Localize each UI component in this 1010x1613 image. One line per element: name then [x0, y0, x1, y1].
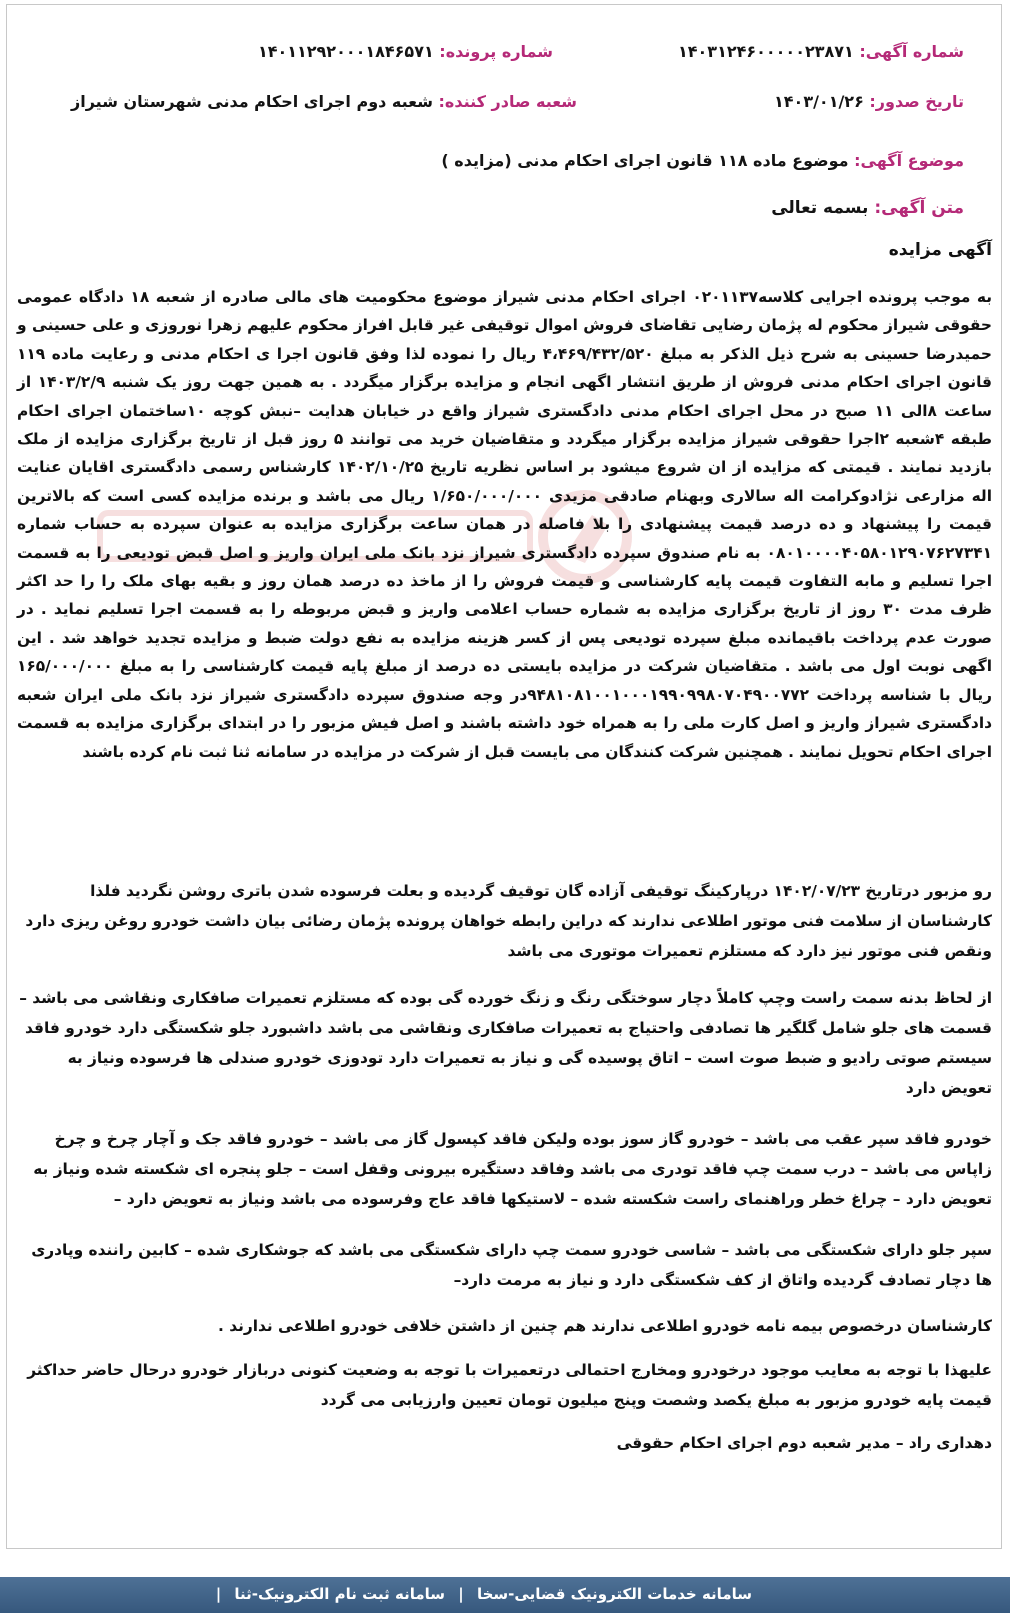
text-intro-row [771, 198, 964, 218]
notice-paragraph-6: کارشناسان درخصوص بیمه نامه خودرو اطلاعی ندارند هم چنین از داشتن خلافی خودرو اطلاعی ندارند . [218, 1317, 992, 1335]
case-number-value: ۱۴۰۱۱۲۹۲۰۰۰۱۸۴۶۵۷۱ [257, 42, 434, 61]
issue-date-label: تاریخ صدور: [869, 92, 964, 111]
issuing-branch-label: شعبه صادر کننده: [438, 92, 577, 111]
issue-date-value: ۱۴۰۳/۰۱/۲۶ [774, 92, 864, 111]
case-number-label: شماره پرونده: [439, 42, 553, 61]
notice-title: آگهی مزایده [888, 240, 992, 260]
notice-signature: دهداری راد – مدیر شعبه دوم اجرای احکام حقوقی [616, 1434, 992, 1452]
subject-row [441, 151, 964, 170]
footer-separator-end: | [215, 1585, 222, 1603]
footer-links [208, 1585, 752, 1603]
subject-value: موضوع ماده ۱۱۸ قانون اجرای احکام مدنی (مزایده ) [441, 151, 849, 170]
text-label: متن آگهی: [874, 198, 964, 218]
notice-paragraph-5: سپر جلو دارای شکستگی می باشد – شاسی خودرو سمت چپ دارای شکستگی می باشد که جوشکاری شده – کابین راننده وپادری ها دچار تصادف گردیده واتاق از کف شکستگی دارد و نیاز به مرمت دارد– [31, 1241, 992, 1289]
issue-date-row [774, 92, 964, 111]
footer-link-sana[interactable]: سامانه ثبت نام الکترونیک-ثنا [234, 1585, 446, 1603]
case-number-row [258, 42, 553, 61]
notice-paragraph-4: خودرو فاقد سپر عقب می باشد – خودرو گاز سوز بوده ولیکن فاقد کپسول گاز می باشد – خودرو فاقد جک و آچار چرخ و چرخ زاپاس می باشد – درب سمت چپ فاقد تودری می باشد وفاقد دستگیره بیرونی وقفل است – جلو پنجره ای شکسته شده ونیاز به تعویض دارد – چراغ خطر وراهنمای راست شکسته شده – لاستیکها فاقد عاج وفرسوده می باشد ونیاز به تعویض دارد – [33, 1130, 992, 1208]
issuing-branch-value: شعبه دوم اجرای احکام مدنی شهرستان شیراز [71, 92, 433, 111]
footer-separator: | [458, 1585, 464, 1603]
issuing-branch-row [71, 92, 577, 111]
notice-number-value: ۱۴۰۳۱۲۴۶۰۰۰۰۰۲۳۸۷۱ [678, 42, 854, 61]
notice-main-paragraph: به موجب پرونده اجرایی کلاسه۰۲۰۱۱۳۷ اجرای احکام مدنی شیراز موضوع محکومیت های مالی صادره از شعبه ۱۸ دادگاه عمومی حقوقی شیراز محکوم له پژمان رضایی تقاضای فروش اموال توقیفی غیر قابل افراز محکوم علیهم زهرا نوروزی و علی حسینی و حمیدرضا حسینی به شرح ذیل الذکر به مبلغ ۴،۴۶۹/۴۳۲/۵۲۰ ریال را نموده لذا وفق قانون اجرا ی احکام مدنی و رعایت ماده ۱۱۹ قانون اجرای احکام مدنی فروش از طریق انتشار اگهی انجام و مزایده برگزار میگردد . به همین جهت روز یک شنبه ۱۴۰۳/۲/۹ از ساعت ۸الی ۱۱ صبح در محل اجرای احکام مدنی دادگستری شیراز واقع در خیابان هدایت –نبش کوچه ۱۰ساختمان اجرای احکام طبقه ۴شعبه ۲اجرا حقوقی شیراز مزایده برگزار میگردد و متقاضیان خرید می توانند ۵ روز قبل از تاریخ برگزاری مزایده از ملک بازدید نمایند . قیمتی که مزایده از ان شروع میشود بر اساس نظریه تاریخ ۱۴۰۲/۱۰/۲۵ کارشناس رسمی دادگستری اقایان عنایت اله مزارعی نژادوکرامت اله سالاری وبهنام صادقی مزیدی ۱/۶۵۰/۰۰۰/۰۰۰ ریال می باشد و برنده مزایده کسی است که بالاترین قیمت را پیشنهاد و ده درصد قیمت پیشنهادی را بلا فاصله در همان ساعت برگزاری مزایده به عنوان سپرده به حساب شماره ۰۸۰۱۰۰۰۰۴۰۵۸۰۱۲۹۰۷۶۲۷۳۴۱ به نام صندوق سپرده دادگستری شیراز نزد بانک ملی ایران واریز و اصل قبض تودیعی را به قسمت اجرا تسلیم و مابه التفاوت قیمت پایه کارشناسی و قیمت فروش را از ماخذ ده درصد همان روز و بقیه بهای ملک را را حد اکثر ظرف مدت ۳۰ روز از تاریخ برگزاری مزایده به شماره حساب اعلامی واریز و قبض مربوطه را به قسمت اجرا تسلیم نماید . در صورت عدم پرداخت باقیمانده مبلغ سپرده تودیعی پس از کسر هزینه مزایده به نفع دولت ضبط و مزایده تجدید خواهد شد . این اگهی نوبت اول می باشد . متقاضیان شرکت در مزایده بایستی ده درصد از مبلغ پایه قیمت کارشناسی را به مبلغ ۱۶۵/۰۰۰/۰۰۰ ریال با شناسه پرداخت ۹۴۸۱۰۸۱۰۰۱۰۰۰۱۹۹۰۹۹۸۰۷۰۴۹۰۰۷۷۲در وجه صندوق سپرده دادگستری شیراز نزد بانک ملی ایران شعبه دادگستری شیراز واریز و اصل کارت ملی را به همراه خود داشته باشند و اصل فیش مزبور را در ابتدای برگزاری مزایده به قسمت اجرای احکام تحویل نمایند . همچنین شرکت کنندگان می بایست قبل از شرکت در مزایده در سامانه ثنا ثبت نام کرده باشند [17, 288, 992, 761]
notice-number-row [678, 42, 964, 61]
subject-label: موضوع آگهی: [854, 151, 964, 170]
footer-bar [0, 1577, 1010, 1613]
notice-paragraph-2: رو مزبور درتاریخ ۱۴۰۲/۰۷/۲۳ درپارکینگ توقیفی آزاده گان توقیف گردیده و بعلت فرسوده شدن باتری روشن نگردید فلذا کارشناسان از سلامت فنی موتور اطلاعی ندارند که دراین رابطه خواهان پرونده پژمان رضائی بیان داشت خودرو روغن ریزی دارد ونقص فنی موتور نیز دارد که مستلزم تعمیرات موتوری می باشد [25, 882, 992, 960]
notice-paragraph-3: از لحاظ بدنه سمت راست وچپ کاملاً دچار سوختگی رنگ و زنگ خورده گی بوده که مستلزم تعمیرات صافکاری ونقاشی می باشد – قسمت های جلو شامل گلگیر ها تصادفی واحتیاج به تعمیرات صافکاری ونقاشی می باشد داشبورد جلو شکستگی دارد خودرو فاقد سیستم صوتی رادیو و ضبط صوت است – اتاق پوسیده گی و نیاز به تعمیرات دارد تودوزی خودرو صندلی ها فرسوده ونیاز به تعویض دارد [19, 989, 992, 1097]
text-intro: بسمه تعالی [771, 198, 869, 218]
footer-link-sakha[interactable]: سامانه خدمات الکترونیک قضایی-سخا [476, 1585, 752, 1603]
notice-number-label: شماره آگهی: [859, 42, 964, 61]
notice-paragraph-7: علیهذا با توجه به معایب موجود درخودرو ومخارج احتمالی درتعمیرات با توجه به وضعیت کنونی دربازار خودرو درحال حاضر حداکثر قیمت پایه خودرو مزبور به مبلغ یکصد وشصت وپنج میلیون تومان تعیین وارزیابی می گردد [27, 1361, 992, 1409]
